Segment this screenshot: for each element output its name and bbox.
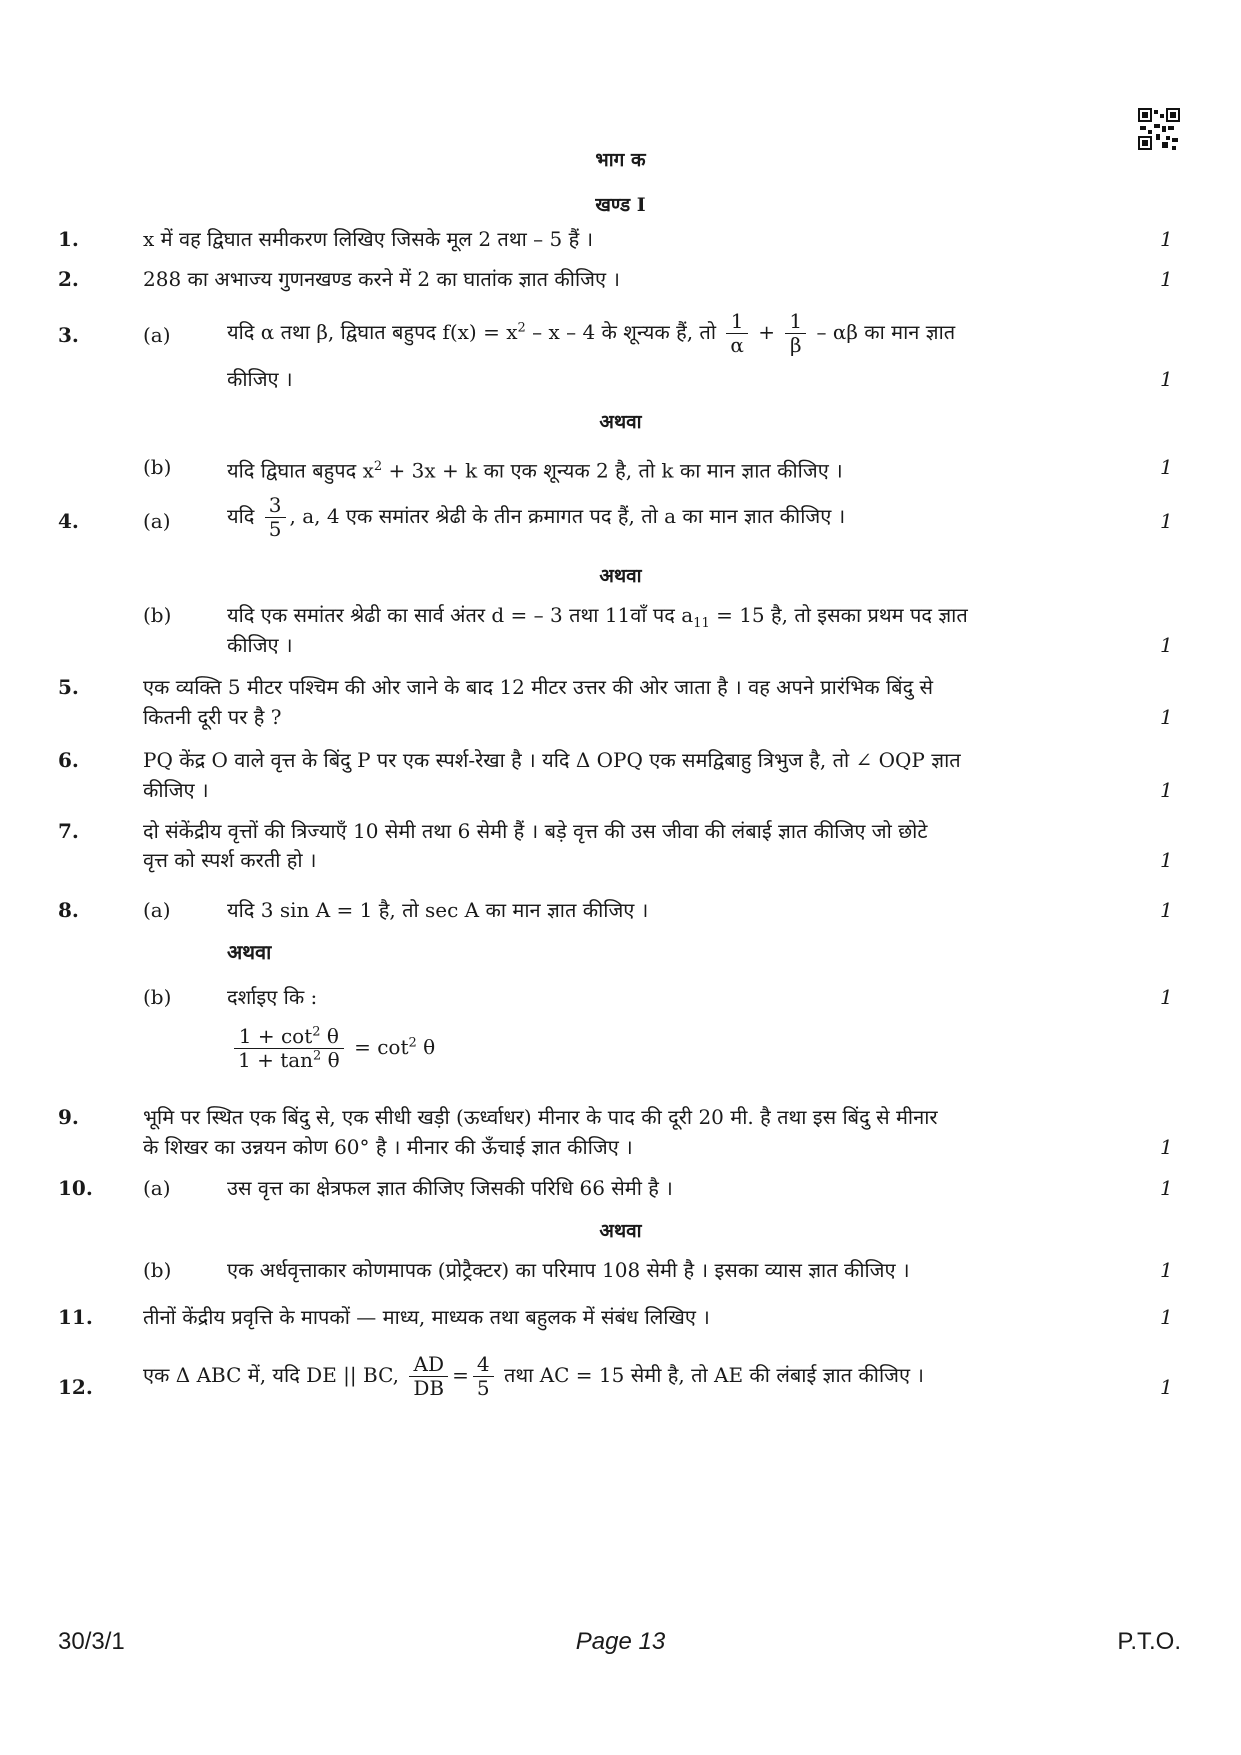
question-number: 10.: [58, 1176, 93, 1200]
question-3a: [0, 310, 1241, 370]
marks: 1: [1160, 705, 1173, 729]
fraction: $\frac{4}{5}$: [473, 1353, 494, 1400]
marks: 1: [1160, 1135, 1173, 1159]
question-number: 9.: [58, 1105, 79, 1129]
fraction: $\frac{1}{\beta}$: [785, 310, 806, 357]
question-text: उस वृत्त का क्षेत्रफल ज्ञात कीजिए जिसकी परिधि 66 सेमी है ।: [227, 1176, 673, 1200]
marks: 1: [1160, 1305, 1173, 1329]
question-text: यदि 3 sin A = 1 है, तो sec A का मान ज्ञात कीजिए ।: [227, 898, 649, 922]
or-label: अथवा: [599, 565, 642, 587]
question-text: यदि α तथा β, द्विघात बहुपद $f(x) = x^2 - x - 4$ के शून्यक हैं, तो $\frac{1}{\alpha}$ + $\frac{1}{\beta}$ – αβ का मान ज्ञात: [227, 309, 956, 357]
marks: 1: [1160, 267, 1173, 291]
question-12: [0, 1353, 1241, 1413]
part-label: (b): [143, 603, 172, 627]
marks: 1: [1160, 848, 1173, 872]
marks: 1: [1160, 1258, 1173, 1282]
question-number: 4.: [58, 509, 79, 533]
subsection-heading: खण्ड I: [595, 194, 646, 216]
part-label: (a): [143, 898, 171, 922]
part-label: (a): [143, 323, 171, 347]
or-label: अथवा: [599, 1220, 642, 1242]
marks: 1: [1160, 985, 1173, 1009]
question-number: 6.: [58, 748, 79, 772]
marks: 1: [1160, 509, 1173, 533]
question-text: एक व्यक्ति 5 मीटर पश्चिम की ओर जाने के बाद 12 मीटर उत्तर की ओर जाता है । वह अपने प्रारंभिक बिंदु से: [143, 675, 934, 699]
question-text: तीनों केंद्रीय प्रवृत्ति के मापकों — माध्य, माध्यक तथा बहुलक में संबंध लिखिए ।: [143, 1305, 710, 1329]
fraction: $\frac{1 + \cot^2 \theta}{1 + \tan^2 \theta}$: [234, 1025, 344, 1072]
question-text: कीजिए ।: [227, 367, 293, 391]
question-text: वृत्त को स्पर्श करती हो ।: [143, 848, 317, 872]
question-number: 12.: [58, 1375, 93, 1399]
question-text: एक Δ ABC में, यदि DE || BC, $\frac{AD}{DB}$ = $\frac{4}{5}$ तथा AC = 15 सेमी है, तो AE की लंबाई ज्ञात कीजिए ।: [143, 1352, 924, 1400]
marks: 1: [1160, 1176, 1173, 1200]
part-label: (b): [143, 455, 172, 479]
marks: 1: [1160, 367, 1173, 391]
fraction: $\frac{AD}{DB}$: [409, 1353, 448, 1400]
question-text: PQ केंद्र O वाले वृत्त के बिंदु P पर एक स्पर्श-रेखा है । यदि Δ OPQ एक समद्विबाहु त्रिभुज है, तो ∠ OQP ज्ञात: [143, 748, 961, 772]
marks: 1: [1160, 227, 1173, 251]
question-text: के शिखर का उन्नयन कोण 60° है । मीनार की ऊँचाई ज्ञात कीजिए ।: [143, 1135, 633, 1159]
question-4a: [0, 494, 1241, 554]
or-label: अथवा: [599, 411, 642, 433]
question-number: 3.: [58, 323, 79, 347]
or-label: अथवा: [227, 940, 272, 964]
question-number: 8.: [58, 898, 79, 922]
question-text: कीजिए ।: [227, 633, 293, 657]
question-text: भूमि पर स्थित एक बिंदु से, एक सीधी खड़ी (ऊर्ध्वाधर) मीनार के पाद की दूरी 20 मी. है तथा इस बिंदु से मीनार: [143, 1105, 938, 1129]
identity-equation: $\frac{1 + \cot^2 \theta}{1 + \tan^2 \theta}$ = $\cot^2 \theta$: [230, 1025, 435, 1072]
part-label: (b): [143, 1258, 172, 1282]
question-text: दो संकेंद्रीय वृत्तों की त्रिज्याएँ 10 सेमी तथा 6 सेमी हैं । बड़े वृत्त की उस जीवा की लंबाई ज्ञात कीजिए जो छोटे: [143, 819, 928, 843]
section-heading: भाग क: [595, 149, 646, 171]
question-number: 11.: [58, 1305, 93, 1329]
question-text: कीजिए ।: [143, 778, 209, 802]
part-label: (a): [143, 1176, 171, 1200]
question-text: x में वह द्विघात समीकरण लिखिए जिसके मूल 2 तथा – 5 हैं ।: [143, 227, 594, 251]
question-text: दर्शाइए कि :: [227, 985, 318, 1009]
question-text: एक अर्धवृत्ताकार कोणमापक (प्रोट्रैक्टर) का परिमाप 108 सेमी है । इसका व्यास ज्ञात कीजिए ।: [227, 1258, 910, 1282]
part-label: (b): [143, 985, 172, 1009]
qr-code-icon: [1138, 108, 1180, 150]
question-text: यदि द्विघात बहुपद $x^2 + 3x + k$ का एक शून्यक 2 है, तो k का मान ज्ञात कीजिए ।: [227, 458, 843, 483]
fraction: $\frac{1}{\alpha}$: [726, 310, 748, 357]
question-number: 5.: [58, 675, 79, 699]
question-number: 7.: [58, 819, 79, 843]
please-turn-over: P.T.O.: [1117, 1628, 1181, 1655]
marks: 1: [1160, 778, 1173, 802]
marks: 1: [1160, 898, 1173, 922]
part-label: (a): [143, 509, 171, 533]
marks: 1: [1160, 455, 1173, 479]
marks: 1: [1160, 633, 1173, 657]
fraction: $\frac{3}{5}$: [265, 494, 286, 541]
question-text: यदि $\frac{3}{5}$ , a, 4 एक समांतर श्रेढी के तीन क्रमागत पद हैं, तो a का मान ज्ञात कीजिए ।: [227, 493, 846, 541]
question-text: कितनी दूरी पर है ?: [143, 705, 282, 729]
question-text: यदि एक समांतर श्रेढी का सार्व अंतर d = – 3 तथा 11वाँ पद $a_{11} = 15$ है, तो इसका प्रथम पद ज्ञात: [227, 603, 968, 631]
page-number: Page 13: [575, 1628, 666, 1655]
question-text: 288 का अभाज्य गुणनखण्ड करने में 2 का घातांक ज्ञात कीजिए ।: [143, 267, 620, 291]
question-number: 2.: [58, 267, 79, 291]
marks: 1: [1160, 1375, 1173, 1399]
question-number: 1.: [58, 227, 79, 251]
paper-code: 30/3/1: [58, 1628, 125, 1655]
